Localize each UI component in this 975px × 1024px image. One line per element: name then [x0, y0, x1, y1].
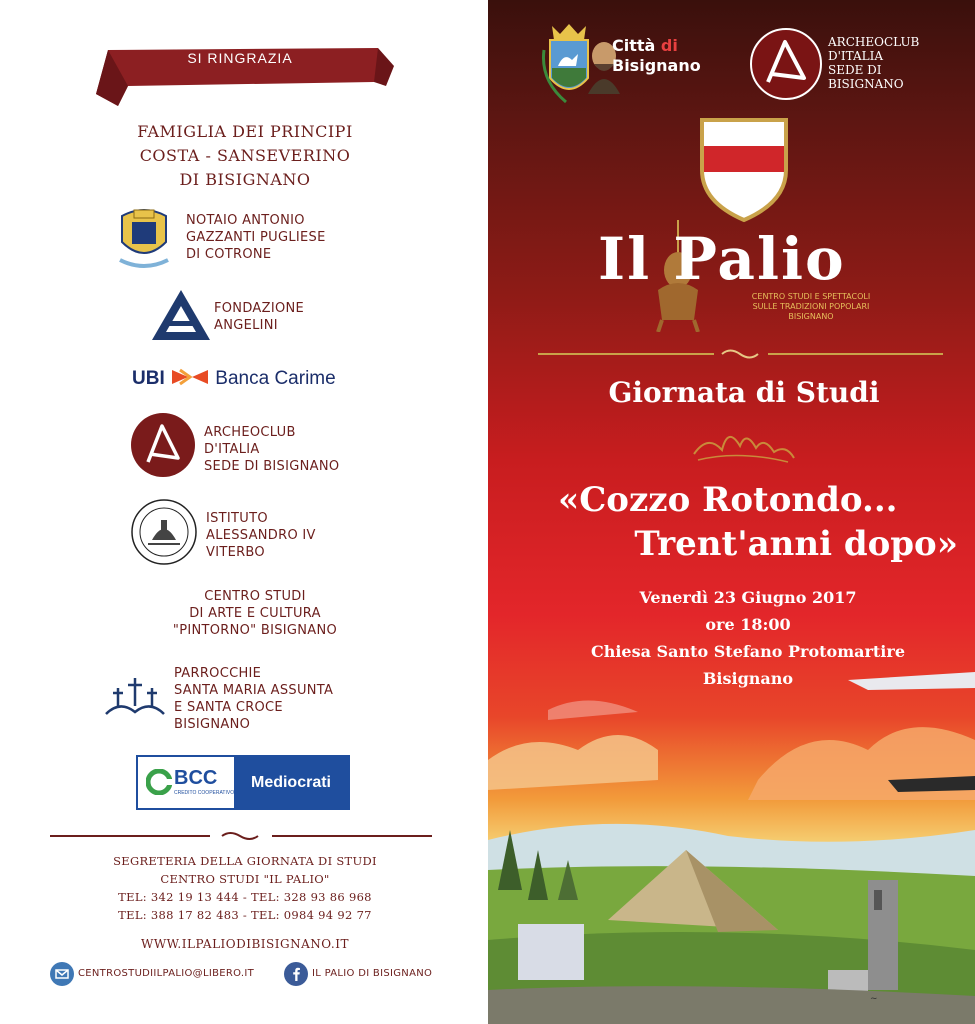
notaio-text	[186, 212, 326, 263]
bcc-brand: Mediocrati	[234, 757, 348, 808]
notary-crest-icon	[116, 202, 172, 272]
centro-line: DI ARTE E CULTURA	[189, 606, 321, 621]
event-place: Chiesa Santo Stefano Protomartire	[590, 642, 905, 661]
palio-sub-line: SULLE TRADIZIONI POPOLARI	[752, 302, 870, 311]
papal-seal-icon	[130, 498, 198, 566]
ubi-bold: UBI	[132, 368, 165, 389]
bcc-name: BCC	[174, 767, 218, 789]
centro-line: "PINTORNO" BISIGNANO	[172, 623, 338, 638]
segreteria-text	[80, 852, 410, 924]
archeoclub-line: SEDE DI BISIGNANO	[204, 459, 340, 474]
crosses-icon	[104, 676, 166, 718]
segreteria-line: SEGRETERIA DELLA GIORNATA DI STUDI	[113, 854, 377, 868]
palio-title: Il Palio	[598, 225, 846, 293]
event-date: Venerdì 23 Giugno 2017	[639, 588, 857, 607]
istituto-text	[206, 510, 316, 561]
istituto-line: VITERBO	[206, 545, 265, 560]
notaio-line: DI COTRONE	[186, 247, 272, 262]
archeoclub-a-logo-icon	[750, 28, 822, 100]
archeoclub-line: SEDE DI	[828, 63, 882, 77]
painter-signature: ~	[870, 994, 878, 1004]
website-link[interactable]: WWW.ILPALIODIBISIGNANO.IT	[141, 937, 349, 951]
segreteria-line: CENTRO STUDI "IL PALIO"	[160, 872, 330, 886]
bcc-mediocrati-logo	[136, 755, 350, 810]
archeoclub-line: BISIGNANO	[828, 77, 904, 91]
archeoclub-a-logo-icon	[130, 412, 196, 478]
palio-sub-line: CENTRO STUDI E SPETTACOLI	[751, 292, 871, 301]
palio-shield-icon	[698, 116, 790, 224]
famiglia-line: FAMIGLIA DEI PRINCIPI	[137, 122, 353, 141]
flourish-icon	[688, 424, 798, 468]
parrocchie-line: E SANTA CROCE	[174, 700, 283, 715]
bcc-logo-icon	[146, 769, 172, 795]
ubi-logo	[132, 368, 336, 390]
right-panel	[488, 0, 975, 1024]
archeoclub-line: D'ITALIA	[204, 442, 260, 457]
facebook-icon	[284, 962, 308, 986]
notaio-line: NOTAIO ANTONIO	[186, 213, 305, 228]
notaio-line: GAZZANTI PUGLIESE	[186, 230, 326, 245]
archeoclub-right-text	[828, 35, 919, 91]
parrocchie-line: BISIGNANO	[174, 717, 251, 732]
citta-di: di	[660, 36, 678, 55]
ubi-rest: Banca Carime	[215, 368, 336, 389]
ubi-x-logo-icon	[170, 368, 210, 386]
fondazione-line: FONDAZIONE	[214, 301, 305, 316]
archeoclub-line: D'ITALIA	[828, 49, 884, 63]
citta-di-bisignano	[612, 36, 701, 76]
divider-ornament	[538, 347, 943, 361]
famiglia-line: COSTA - SANSEVERINO	[139, 146, 351, 165]
title-line1: «Cozzo Rotondo...	[558, 480, 898, 520]
parrocchie-text	[174, 665, 333, 733]
email-link[interactable]: CENTROSTUDIILPALIO@LIBERO.IT	[78, 968, 255, 979]
archeoclub-line: ARCHEOCLUB	[828, 35, 920, 49]
email-icon	[50, 962, 74, 986]
giornata-title: Giornata di Studi	[608, 376, 880, 409]
landscape-painting	[488, 640, 975, 1024]
bcc-small: CREDITO COOPERATIVO	[174, 790, 235, 796]
triangle-a-logo-icon	[150, 288, 212, 342]
archeoclub-line: ARCHEOCLUB	[204, 425, 296, 440]
segreteria-line: TEL: 342 19 13 444 - TEL: 328 93 86 968	[118, 890, 372, 904]
title-line2: Trent'anni dopo»	[634, 524, 958, 564]
istituto-line: ALESSANDRO IV	[206, 528, 316, 543]
centro-text	[100, 588, 410, 639]
archeoclub-text	[204, 424, 339, 475]
citta-word: Città	[612, 36, 656, 55]
parrocchie-line: SANTA MARIA ASSUNTA	[174, 683, 334, 698]
palio-subtitle	[736, 292, 886, 322]
event-city: Bisignano	[702, 669, 794, 688]
event-title	[558, 478, 958, 566]
ribbon-title: SI RINGRAZIA	[187, 50, 293, 66]
divider-ornament	[50, 830, 432, 842]
fondazione-text	[214, 300, 304, 334]
facebook-link[interactable]: IL PALIO DI BISIGNANO	[312, 968, 433, 979]
parrocchie-line: PARROCCHIE	[174, 666, 262, 681]
centro-line: CENTRO STUDI	[204, 589, 306, 604]
istituto-line: ISTITUTO	[206, 511, 268, 526]
famiglia-line: DI BISIGNANO	[179, 170, 311, 189]
citta-name: Bisignano	[612, 56, 701, 75]
segreteria-line: TEL: 388 17 82 483 - TEL: 0984 94 92 77	[118, 908, 372, 922]
event-time: ore 18:00	[705, 615, 791, 634]
event-info	[548, 584, 948, 692]
famiglia-text	[80, 120, 410, 192]
palio-sub-line: BISIGNANO	[788, 312, 834, 321]
fondazione-line: ANGELINI	[214, 318, 278, 333]
